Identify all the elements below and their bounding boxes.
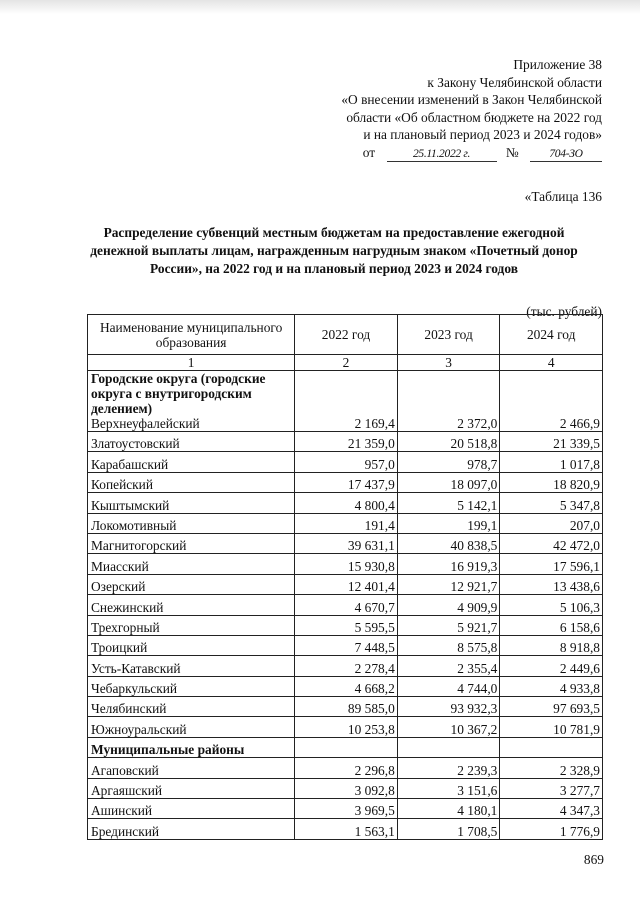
value-2024: 2 328,9	[500, 758, 603, 778]
document-title: Распределение субвенций местным бюджетам на предоставление ежегодной денежной выплаты лицам, награжденным нагрудным знаком «Почетный донор России», на 2022 год и на плановый период 2023 и 2024 годов	[90, 225, 578, 276]
appendix-line: Приложение 38	[513, 57, 602, 72]
value-2023: 12 921,7	[397, 574, 500, 594]
value-2022: 4 668,2	[295, 676, 398, 696]
value-2023: 4 744,0	[397, 676, 500, 696]
row-name: Троицкий	[88, 635, 295, 655]
value-2023: 4 180,1	[397, 799, 500, 819]
table-row	[88, 595, 603, 615]
table-row	[88, 472, 603, 492]
value-2023: 2 372,0	[397, 371, 500, 432]
value-2022: 1 563,1	[295, 819, 398, 839]
section-urban-districts	[88, 371, 603, 432]
row-name: Агаповский	[88, 758, 295, 778]
value-2024: 207,0	[500, 513, 603, 533]
value-2022: 191,4	[295, 513, 398, 533]
from-label: от	[362, 144, 376, 160]
table-row	[88, 799, 603, 819]
table-row	[88, 452, 603, 472]
value-2023: 5 142,1	[397, 493, 500, 513]
table-row	[88, 493, 603, 513]
page-number: 869	[583, 852, 604, 867]
table-row	[88, 819, 603, 839]
row-name: Миасский	[88, 554, 295, 574]
law-date: 25.11.2022 г.	[387, 147, 497, 162]
value-2023: 10 367,2	[397, 717, 500, 737]
column-index-row	[88, 355, 603, 371]
value-2023: 8 575,8	[397, 635, 500, 655]
value-2024: 3 277,7	[500, 778, 603, 798]
value-2022: 2 278,4	[295, 656, 398, 676]
value-2022: 89 585,0	[295, 697, 398, 717]
scan-top-shade	[0, 0, 640, 14]
empty-cell	[500, 737, 603, 757]
value-2024: 2 466,9	[500, 371, 603, 432]
value-2023: 18 097,0	[397, 472, 500, 492]
value-2022: 10 253,8	[295, 717, 398, 737]
value-2022: 39 631,1	[295, 533, 398, 553]
table-row	[88, 717, 603, 737]
value-2022: 7 448,5	[295, 635, 398, 655]
subventions-table	[87, 314, 603, 840]
table-row	[88, 513, 603, 533]
row-name: Южноуральский	[88, 717, 295, 737]
row-name: Брединский	[88, 819, 295, 839]
section-municipal-districts	[88, 737, 603, 757]
table-row	[88, 635, 603, 655]
column-index: 1	[88, 355, 295, 371]
appendix-line: «О внесении изменений в Закон Челябинской	[341, 92, 602, 108]
value-2024: 97 693,5	[500, 697, 603, 717]
table-row	[88, 554, 603, 574]
value-2024: 5 347,8	[500, 493, 603, 513]
row-name: Снежинский	[88, 595, 295, 615]
section-title	[88, 371, 295, 432]
column-index: 3	[397, 355, 500, 371]
value-2024: 21 339,5	[500, 432, 603, 452]
value-2024: 17 596,1	[500, 554, 603, 574]
value-2024: 5 106,3	[500, 595, 603, 615]
value-2022: 17 437,9	[295, 472, 398, 492]
law-signature-line	[272, 144, 602, 162]
appendix-line: к Закону Челябинской области	[427, 74, 602, 90]
table-row	[88, 697, 603, 717]
value-2022: 2 169,4	[295, 371, 398, 432]
table-row	[88, 758, 603, 778]
table-row	[88, 676, 603, 696]
value-2022: 4 800,4	[295, 493, 398, 513]
column-index: 2	[295, 355, 398, 371]
table-header-row	[88, 315, 603, 355]
value-2022: 2 296,8	[295, 758, 398, 778]
value-2023: 16 919,3	[397, 554, 500, 574]
row-name: Трехгорный	[88, 615, 295, 635]
value-2022: 5 595,5	[295, 615, 398, 635]
units-label: (тыс. рублей)	[526, 304, 602, 319]
value-2023: 978,7	[397, 452, 500, 472]
row-name: Озерский	[88, 574, 295, 594]
appendix-line: области «Об областном бюджете на 2022 год	[346, 109, 602, 125]
value-2024: 42 472,0	[500, 533, 603, 553]
value-2022: 3 092,8	[295, 778, 398, 798]
row-name: Копейский	[88, 472, 295, 492]
appendix-line: и на плановый период 2023 и 2024 годов»	[363, 127, 602, 143]
value-2022: 15 930,8	[295, 554, 398, 574]
column-header-name: Наименование муниципального образования	[88, 315, 295, 355]
table-row	[88, 656, 603, 676]
column-header-2022: 2022 год	[295, 315, 398, 355]
row-name: Магнитогорский	[88, 533, 295, 553]
row-name: Чебаркульский	[88, 676, 295, 696]
column-index: 4	[500, 355, 603, 371]
table-row	[88, 432, 603, 452]
value-2023: 2 355,4	[397, 656, 500, 676]
law-number: 704-ЗО	[530, 147, 602, 162]
table-row	[88, 574, 603, 594]
column-header-2024: 2024 год	[500, 315, 603, 355]
row-name: Кыштымский	[88, 493, 295, 513]
value-2024: 13 438,6	[500, 574, 603, 594]
table-row	[88, 778, 603, 798]
row-name: Ашинский	[88, 799, 295, 819]
value-2023: 5 921,7	[397, 615, 500, 635]
value-2022: 4 670,7	[295, 595, 398, 615]
empty-cell	[397, 737, 500, 757]
value-2024: 6 158,6	[500, 615, 603, 635]
value-2023: 93 932,3	[397, 697, 500, 717]
column-header-2023: 2023 год	[397, 315, 500, 355]
value-2024: 10 781,9	[500, 717, 603, 737]
row-name: Локомотивный	[88, 513, 295, 533]
value-2023: 40 838,5	[397, 533, 500, 553]
section-title: Муниципальные районы	[88, 737, 295, 757]
value-2023: 2 239,3	[397, 758, 500, 778]
row-name: Карабашский	[88, 452, 295, 472]
value-2024: 1 776,9	[500, 819, 603, 839]
value-2024: 4 933,8	[500, 676, 603, 696]
value-2024: 8 918,8	[500, 635, 603, 655]
value-2022: 12 401,4	[295, 574, 398, 594]
table-row	[88, 533, 603, 553]
appendix-header	[272, 56, 602, 162]
value-2023: 4 909,9	[397, 595, 500, 615]
row-name: Златоустовский	[88, 432, 295, 452]
row-name: Верхнеуфалейский	[91, 416, 200, 431]
table-number: «Таблица 136	[524, 189, 602, 204]
number-label: №	[505, 144, 519, 160]
value-2023: 3 151,6	[397, 778, 500, 798]
value-2022: 21 359,0	[295, 432, 398, 452]
value-2023: 1 708,5	[397, 819, 500, 839]
table-row	[88, 615, 603, 635]
value-2022: 957,0	[295, 452, 398, 472]
row-name: Челябинский	[88, 697, 295, 717]
row-name: Аргаяшский	[88, 778, 295, 798]
value-2023: 20 518,8	[397, 432, 500, 452]
value-2024: 18 820,9	[500, 472, 603, 492]
row-name: Усть-Катавский	[88, 656, 295, 676]
value-2024: 1 017,8	[500, 452, 603, 472]
value-2024: 4 347,3	[500, 799, 603, 819]
empty-cell	[295, 737, 398, 757]
value-2024: 2 449,6	[500, 656, 603, 676]
value-2023: 199,1	[397, 513, 500, 533]
section-title-text: Городские округа (городские округа с внутригородским делением)	[91, 371, 266, 416]
value-2022: 3 969,5	[295, 799, 398, 819]
